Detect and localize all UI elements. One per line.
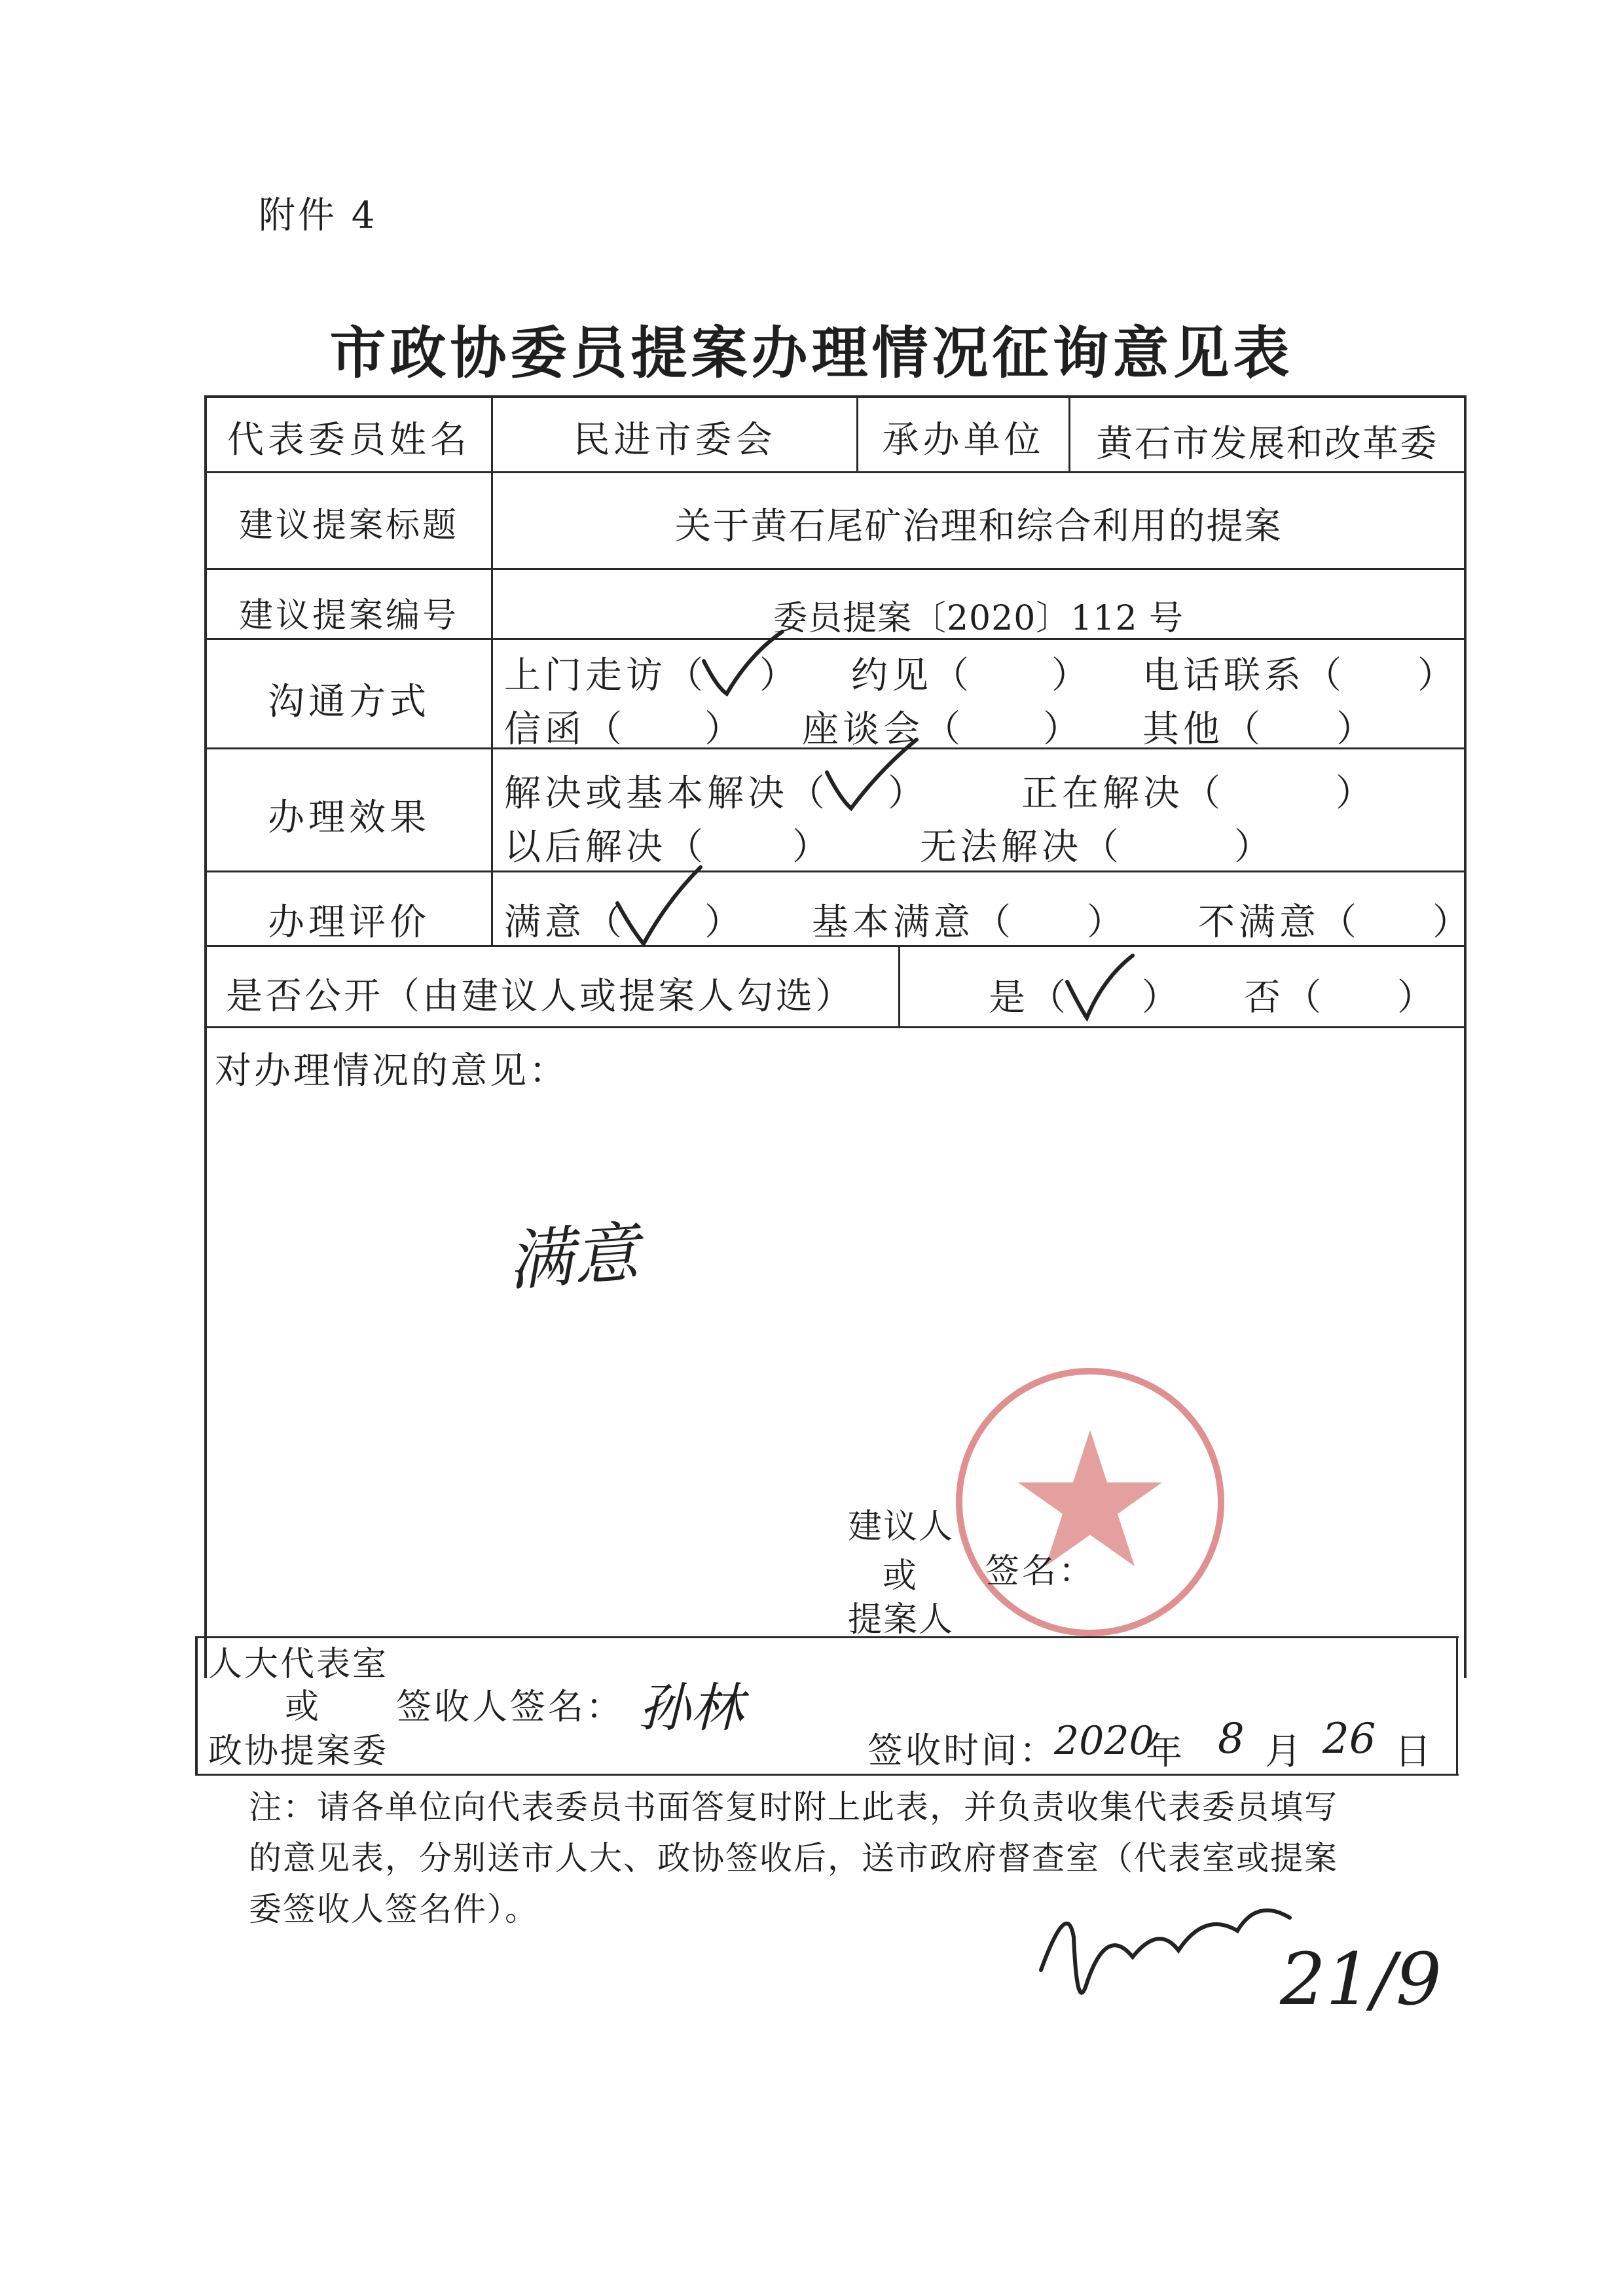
receipt-month-unit: 月: [1265, 1731, 1305, 1773]
unit-value: 黄石市发展和改革委: [1096, 423, 1438, 465]
handwritten-opinion: 满意: [505, 1214, 642, 1300]
marginal-signature: [1028, 1885, 1303, 2029]
receipt-year-unit: 年: [1146, 1731, 1186, 1773]
proposal-title-value: 关于黄石尾矿治理和综合利用的提案: [674, 505, 1283, 548]
option-solving: 正在解决（ ）: [1021, 772, 1376, 815]
organization-seal: [946, 1358, 1234, 1646]
option-forum: 座谈会（ ）: [802, 708, 1084, 751]
footnote: 注：请各单位向代表委员书面答复时附上此表，并负责收集代表委员填写的意见表，分别送市人大、政协签收后，送市政府督查室（代表室或提案委签收人签名件）。: [249, 1788, 1338, 1928]
communication-label: 沟通方式: [268, 681, 430, 723]
proposer-line-1: 建议人: [848, 1507, 955, 1547]
attachment-label: 附件 4: [259, 194, 378, 237]
option-solved: 解决或基本解决（ ）: [504, 772, 928, 815]
unit-label: 承办单位: [882, 419, 1045, 461]
option-visit: 上门走访（ ）: [504, 655, 800, 697]
receiver-sign-label: 签收人签名：: [396, 1686, 624, 1727]
proposer-line-2: 或: [883, 1556, 921, 1596]
check-mark-satisfied: [612, 864, 704, 949]
option-phone: 电话联系（ ）: [1142, 655, 1458, 697]
receiver-line-2: 或: [285, 1687, 323, 1727]
option-unsatisfied: 不满意（ ）: [1198, 901, 1473, 944]
effect-label: 办理效果: [268, 797, 430, 839]
check-mark-public-yes: [1064, 952, 1136, 1024]
marginal-date: 21/9: [1280, 1937, 1442, 2021]
option-unsolvable: 无法解决（ ）: [920, 826, 1275, 869]
receipt-time-label: 签收时间：: [867, 1730, 1057, 1771]
receiver-line-3: 政协提案委: [208, 1732, 389, 1771]
public-yes: 是（ ）: [989, 977, 1182, 1019]
option-letter: 信函（ ）: [504, 708, 745, 751]
check-mark-visit: [697, 628, 789, 700]
option-basically-satisfied: 基本满意（ ）: [812, 901, 1127, 944]
option-meeting: 约见（ ）: [851, 655, 1092, 697]
form-title: 市政协委员提案办理情况征询意见表: [329, 320, 1294, 386]
receipt-month: 8: [1218, 1715, 1245, 1763]
receiver-line-1: 人大代表室: [208, 1645, 389, 1684]
proposal-title-label: 建议提案标题: [238, 506, 459, 545]
receipt-day: 26: [1322, 1715, 1376, 1763]
proposal-number-value: 委员提案〔2020〕112 号: [773, 599, 1184, 638]
proposal-number-label: 建议提案编号: [238, 596, 459, 636]
receiver-signature: 孙林: [638, 1677, 743, 1738]
receipt-year: 2020: [1054, 1718, 1154, 1764]
opinion-label: 对办理情况的意见：: [215, 1050, 568, 1092]
option-other: 其他（ ）: [1142, 708, 1377, 751]
public-label: 是否公开（由建议人或提案人勾选）: [226, 975, 854, 1018]
receipt-day-unit: 日: [1395, 1731, 1435, 1773]
check-mark-solved: [822, 736, 920, 815]
option-satisfied: 满意（ ）: [504, 901, 745, 944]
proposer-line-3: 提案人: [848, 1600, 955, 1640]
name-value: 民进市委会: [573, 419, 776, 461]
public-no: 否（ ）: [1244, 977, 1438, 1019]
proposer-sign-label: 签名：: [985, 1552, 1096, 1591]
name-label: 代表委员姓名: [227, 419, 471, 461]
evaluation-label: 办理评价: [268, 901, 430, 944]
option-later: 以后解决（ ）: [504, 826, 833, 869]
